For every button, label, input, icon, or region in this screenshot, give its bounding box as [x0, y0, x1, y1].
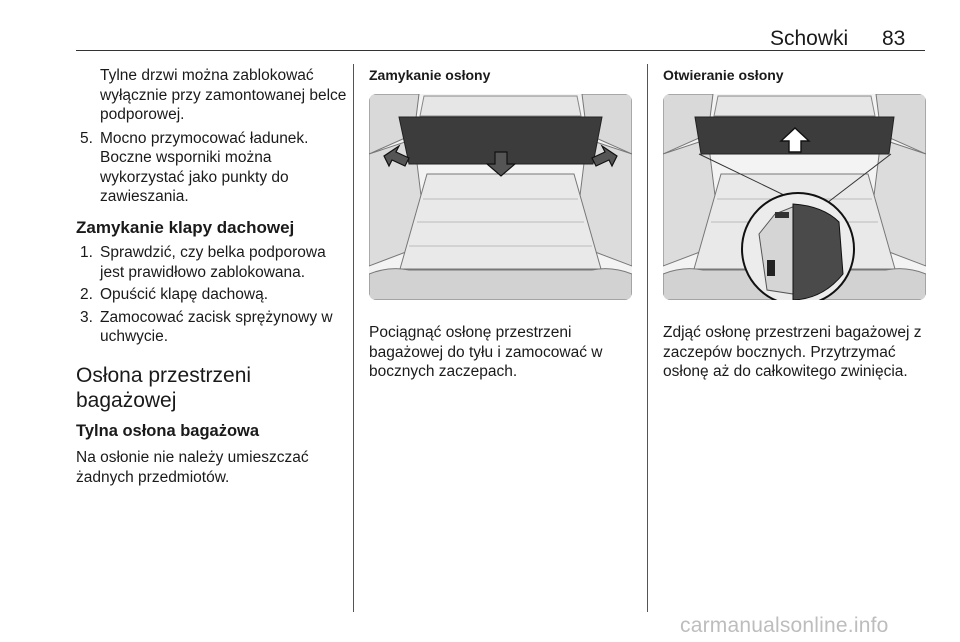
column-right-caption: [663, 323, 935, 382]
sub-heading: Tylna osłona bagażowa: [76, 421, 260, 440]
main-heading: Osłona przestrzeni bagażowej: [76, 363, 252, 412]
figure-opening-cover: [663, 94, 926, 300]
list-item-text: Zamocować zacisk sprężynowy w uchwycie.: [100, 308, 333, 345]
list-item-text: Sprawdzić, czy belka podporowa jest prawidłowo zablokowana.: [100, 244, 326, 281]
column-left: [76, 66, 348, 487]
list-item: [76, 243, 348, 282]
list-item: [76, 129, 348, 207]
list-item: [76, 285, 348, 305]
list-item-number: 1.: [80, 244, 93, 261]
list-item-text: Mocno przymocować ładunek. Boczne wsporniki można wykorzystać jako punkty do zawieszania.: [100, 129, 309, 205]
list-item-number: 5.: [80, 129, 93, 147]
page-header-title: Schowki: [770, 27, 849, 50]
note-text: Na osłonie nie należy umieszczać żadnych przedmiotów.: [76, 449, 309, 486]
list-item-number: 3.: [80, 308, 93, 326]
instruction-list-continued: [76, 129, 348, 207]
column-divider-1: [353, 64, 354, 612]
continued-text: Tylne drzwi można zablokować wyłącznie przy zamontowanej belce podporowej.: [100, 67, 347, 123]
column-middle-caption: [369, 323, 641, 382]
column-middle: [369, 66, 639, 86]
column-divider-2: [647, 64, 648, 612]
figure-title: Otwieranie osłony: [663, 67, 784, 83]
column-right: [663, 66, 933, 86]
section-heading: Zamykanie klapy dachowej: [76, 217, 295, 237]
header-rule: [76, 50, 925, 51]
watermark: carmanualsonline.info: [680, 614, 889, 637]
figure-title: Zamykanie osłony: [369, 67, 491, 83]
figure-caption: Pociągnąć osłonę przestrzeni bagażowej do tyłu i zamocować w bocznych zaczepach.: [369, 324, 603, 380]
page-number: 83: [882, 27, 906, 50]
list-item-number: 2.: [80, 286, 93, 303]
figure-caption: Zdjąć osłonę przestrzeni bagażowej z zaczepów bocznych. Przytrzymać osłonę aż do całkowitego zwinięcia.: [663, 324, 922, 380]
cargo-cover-closing-illustration: [369, 94, 632, 300]
list-item: [76, 308, 348, 347]
closing-steps-list: [76, 243, 348, 347]
figure-closing-cover: [369, 94, 632, 300]
cargo-cover-opening-illustration: [663, 94, 926, 300]
list-item-text: Opuścić klapę dachową.: [100, 286, 269, 303]
